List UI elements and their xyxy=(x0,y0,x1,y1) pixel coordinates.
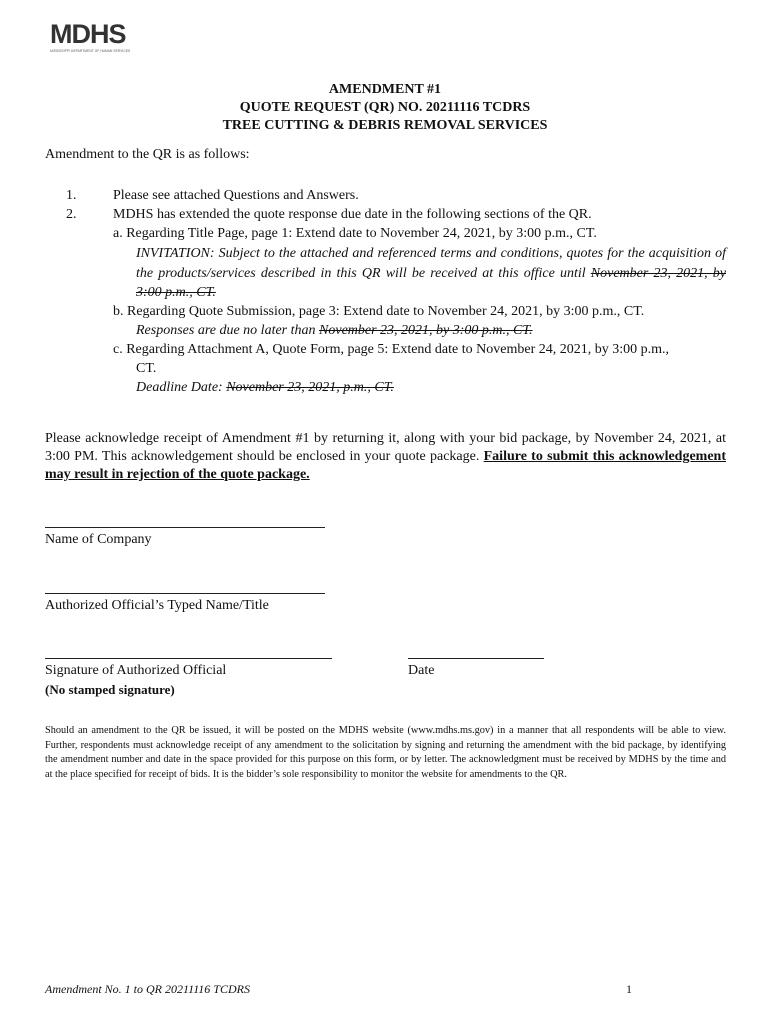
subitem-c-deadline xyxy=(136,379,726,396)
footer-document-id: Amendment No. 1 to QR 20211116 TCDRS xyxy=(45,982,250,996)
subitem-b-italic: Responses are due no later than xyxy=(136,323,316,338)
mdhs-logo xyxy=(50,20,134,60)
subitem-a-invitation xyxy=(136,244,726,303)
no-stamp-note: (No stamped signature) xyxy=(45,682,175,697)
subitem-a-struck-date: November 23, 2021, by 3:00 p.m., CT. xyxy=(136,265,726,300)
subitem-a-text: a. Regarding Title Page, page 1: Extend date to November 24, 2021, by 3:00 p.m., CT. xyxy=(113,226,597,241)
acknowledgement-warning: Failure to submit this acknowledgement may result in rejection of the quote package. xyxy=(45,449,726,482)
date-label: Date xyxy=(408,663,435,678)
subitem-c-italic: Deadline Date: xyxy=(136,380,223,395)
subitem-c-text-cont: CT. xyxy=(136,361,157,376)
intro-text: Amendment to the QR is as follows: xyxy=(45,147,250,162)
logo-wordmark: MDHS xyxy=(50,19,126,49)
amendment-title: AMENDMENT #1 xyxy=(328,82,442,97)
subitem-c-struck-date: November 23, 2021, p.m., CT. xyxy=(226,380,394,395)
services-title: TREE CUTTING & DEBRIS REMOVAL SERVICES xyxy=(222,118,548,133)
acknowledgement-paragraph xyxy=(45,430,726,484)
item-1-text: Please see attached Questions and Answers. xyxy=(113,188,359,203)
official-name-label: Authorized Official’s Typed Name/Title xyxy=(45,598,269,613)
acknowledgement-text: Please acknowledge receipt of Amendment #1 by returning it, along with your bid package, by November 24, 2021, at 3:00 PM. This acknowledgement should be enclosed in your quote package. xyxy=(45,431,726,464)
company-signature-line[interactable] xyxy=(45,527,325,528)
item-2-text: MDHS has extended the quote response due date in the following sections of the QR. xyxy=(113,207,592,222)
subitem-b-text: b. Regarding Quote Submission, page 3: Extend date to November 24, 2021, by 3:00 p.m., CT. xyxy=(113,304,645,319)
signature-label: Signature of Authorized Official xyxy=(45,663,227,678)
item-2-number: 2. xyxy=(66,207,77,222)
subitem-a-italic: INVITATION: Subject to the attached and referenced terms and conditions, quotes for the acquisition of the products/services described in this QR will be received at this office until xyxy=(136,246,726,281)
qr-number-title: QUOTE REQUEST (QR) NO. 20211116 TCDRS xyxy=(239,100,531,115)
subitem-b-struck-date: November 23, 2021, by 3:00 p.m., CT. xyxy=(319,323,533,338)
company-label: Name of Company xyxy=(45,532,152,547)
item-1-number: 1. xyxy=(66,188,77,203)
logo-tagline: MISSISSIPPI DEPARTMENT OF HUMAN SERVICES xyxy=(50,49,131,53)
page-number: 1 xyxy=(626,982,632,996)
official-name-line[interactable] xyxy=(45,593,325,594)
date-line[interactable] xyxy=(408,658,544,659)
subitem-b-response xyxy=(136,322,726,339)
subitem-c-text: c. Regarding Attachment A, Quote Form, page 5: Extend date to November 24, 2021, by 3:00 p.m., xyxy=(113,342,670,357)
signature-line[interactable] xyxy=(45,658,332,659)
amendment-notice: Should an amendment to the QR be issued, it will be posted on the MDHS website (www.mdhs.ms.gov) in a manner that all respondents will be able to view. Further, respondents must acknowledge receipt of any amendment to the solicitation by signing and returning the amendment with the bid package, by identifying the amendment number and date in the space provided for this purpose on this form, or by letter. The acknowledgment must be received by MDHS by the time and at the place specified for receipt of bids. It is the bidder’s sole responsibility to monitor the website for amendments to the QR. xyxy=(45,725,726,780)
